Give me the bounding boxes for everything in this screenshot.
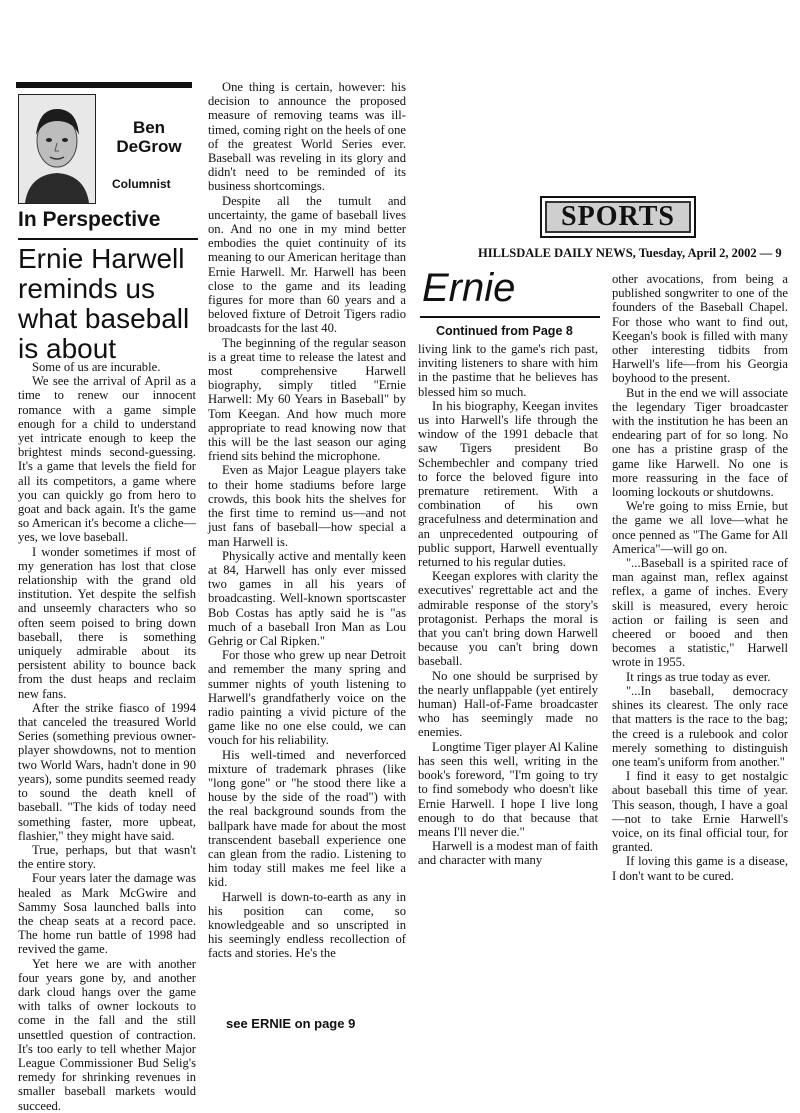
paragraph: No one should be surprised by the nearly unflappable (yet entirely human) Hall-of-Fame broadcaster who has seemingly made no enemies.: [418, 668, 598, 740]
paragraph: The beginning of the regular season is a great time to release the latest and most comprehensive Harwell biography, simply titled "Ernie Harwell: My 60 Years in Baseball" by Tom Keegan. And how much more appropriate to read knowing now that this will be the last season our aging friend sits behind the microphone.: [208, 335, 406, 464]
paragraph: But in the end we will associate the legendary Tiger broadcaster with the institution he has been an endearing part of for so long. No one has a pristine grasp of the game like Harwell. No one is more reassuring in the face of looming lockouts or shutdowns.: [612, 385, 788, 500]
paragraph: For those who grew up near Detroit and remember the many spring and summer nights of youth listening to Harwell's grandfatherly voice on the radio painting a vivid picture of the game like no one else could, we can vouch for his reliability.: [208, 648, 406, 748]
paragraph: Harwell is a modest man of faith and character with many: [418, 839, 598, 868]
columnist-photo: [18, 94, 96, 204]
article-column-2: [208, 80, 406, 961]
paragraph: living link to the game's rich past, inviting listeners to share with him in the pastime that he believes has blessed him so much.: [418, 342, 598, 399]
paragraph: "...In baseball, democracy shines its clearest. The only race that matters is the race to the bag; the creed is a rulebook and color merely something to distinguish one team's uniform from another.": [612, 683, 788, 769]
paragraph: I wonder sometimes if most of my generation has lost that close relationship with the grand old institution. Yet despite the selfish and unseemly characters who so often seem poised to bring down baseball, there is something uniquely admirable about its persistent ability to bounce back from the dust heaps and reclaim new fans.: [18, 544, 196, 701]
paragraph: After the strike fiasco of 1994 that canceled the treasured World Series (something previous owner-player showdowns, not to mention two World Wars, hadn't done in 90 years), some pundits seemed ready to sound the death knell of baseball. "The kids of today need something faster, more upbeat, flashier," they might have said.: [18, 700, 196, 843]
headline-line-4: is about: [18, 333, 117, 364]
jump-line: see ERNIE on page 9: [226, 1016, 356, 1031]
paragraph: Keegan explores with clarity the executives' regrettable act and the admirable response of the story's protagonist. Perhaps the moral is that you can't bring down Harwell because you can't bring down baseball.: [418, 569, 598, 669]
paragraph: One thing is certain, however: his decision to announce the proposed measure of removing teams was ill-timed, coming right on the heels of one of the greatest World Series ever. Baseball was reveling in its glory and didn't need to be reminded of its business shortcomings.: [208, 80, 406, 194]
article-column-4: [612, 272, 788, 883]
paragraph: "...Baseball is a spirited race of man against man, reflex against reflex, a game of inches. Every skill is measured, every heroic action or failing is seen and cheered or booed and then becomes a statistic," Harwell wrote in 1955.: [612, 556, 788, 670]
paragraph: Some of us are incurable.: [32, 360, 161, 374]
article-column-1: [18, 360, 196, 1113]
section-title: In Perspective: [18, 208, 161, 231]
paragraph: I find it easy to get nostalgic about baseball this time of year. This season, though, I have a goal—not to take Ernie Harwell's voice, on its final official tour, for granted.: [612, 769, 788, 855]
paragraph: Despite all the tumult and uncertainty, the game of baseball lives on. And no one in my mind better embodies the quiet continuity of its meaning to our American heritage than Ernie Harwell. Mr. Harwell has been close to the game and its leading figures for more than 60 years and a beloved fixture of Detroit Tigers radio broadcasts for the last 40.: [208, 193, 406, 336]
jump-headline: Ernie: [422, 266, 516, 310]
headline-line-3: what baseball: [18, 303, 190, 334]
continued-line: Continued from Page 8: [436, 324, 573, 338]
paragraph: Yet here we are with another four years gone by, and another dark cloud hangs over the game with talks of owner lockouts to come in the fall and the still unsettled question of contraction. It's too early to tell whether Major League Commissioner Bud Selig's remedy for shrinking revenues in smaller baseball markets would succeed.: [18, 956, 196, 1113]
sports-section-label: [540, 196, 696, 238]
paragraph: Longtime Tiger player Al Kaline has seen this well, writing in the book's foreword, "I'm going to try to find somebody who doesn't like Ernie Harwell. I hope I live long enough to do that because that means I'll never die.": [418, 739, 598, 839]
folio-line: HILLSDALE DAILY NEWS, Tuesday, April 2, 2002 — 9: [478, 246, 782, 260]
paragraph: His well-timed and neverforced mixture of trademark phrases (like "long gone" or "he stood there like a house by the side of the road") with the real background sounds from the ballpark have made for about the most transcendent baseball experience one can glean from the radio. Listening to him today still makes me feel like a kid.: [208, 747, 406, 890]
jump-headline-rule: [420, 316, 600, 318]
paragraph: Four years later the damage was healed as Mark McGwire and Sammy Sosa launched balls into the cheap seats at a record pace. The home run battle of 1998 had revived the game.: [18, 871, 196, 957]
sports-label-text: SPORTS: [561, 201, 675, 232]
headline-line-1: Ernie Harwell: [18, 243, 185, 274]
paragraph: other avocations, from being a published songwriter to one of the founders of the Baseball Chapel. For those who want to find out, Keegan's book is filled with many other interesting tidbits from Harwell's life—from his Georgia boyhood to the present.: [612, 272, 788, 386]
headline-line-2: reminds us: [18, 273, 155, 304]
paragraph: In his biography, Keegan invites us into Harwell's life through the window of the 1991 debacle that saw Tigers president Bo Schembechler and company tried to force the beloved figure into premature retirement. With a combination of his own gracefulness and determination and an unprecedented outpouring of public support, Harwell eventually returned to his regular duties.: [418, 398, 598, 570]
paragraph: True, perhaps, but that wasn't the entire story.: [18, 842, 196, 872]
article-column-3: [418, 342, 598, 868]
author-first: Ben: [132, 118, 166, 137]
headline: [18, 238, 198, 364]
header-rule: [16, 82, 192, 88]
paragraph: It rings as true today as ever.: [626, 669, 771, 684]
paragraph: If loving this game is a disease, I don't want to be cured.: [612, 854, 788, 883]
paragraph: We see the arrival of April as a time to renew our innocent romance with a game simple enough for a child to understand yet intricate enough to keep the brightest minds second-guessing. It's a game that levels the field for all its competitors, a game where you can quickly go from hero to goat and back again. It's the game so American it's become a cliche—yes, we love baseball.: [18, 374, 196, 545]
paragraph: Harwell is down-to-earth as any in his position can come, so knowledgeable and so unscripted in his seemingly endless recollection of facts and stories. He's the: [208, 889, 406, 961]
author-name: [106, 118, 192, 156]
paragraph: Physically active and mentally keen at 84, Harwell has only ever missed two games in all his years of broadcasting. Well-known sportscaster Bob Costas has aptly said he is "as much of a baseball Iron Man as Lou Gehrig or Cal Ripken.": [208, 548, 406, 648]
paragraph: We're going to miss Ernie, but the game we all love—what he once penned as "The Game for All America"—will go on.: [612, 499, 788, 556]
columnist-label: Columnist: [112, 177, 171, 191]
author-last: DeGrow: [116, 137, 182, 156]
paragraph: Even as Major League players take to their home stadiums before large crowds, this book hits the shelves for the first time to remind us—and not just fans of baseball—how special a man Harwell is.: [208, 463, 406, 549]
